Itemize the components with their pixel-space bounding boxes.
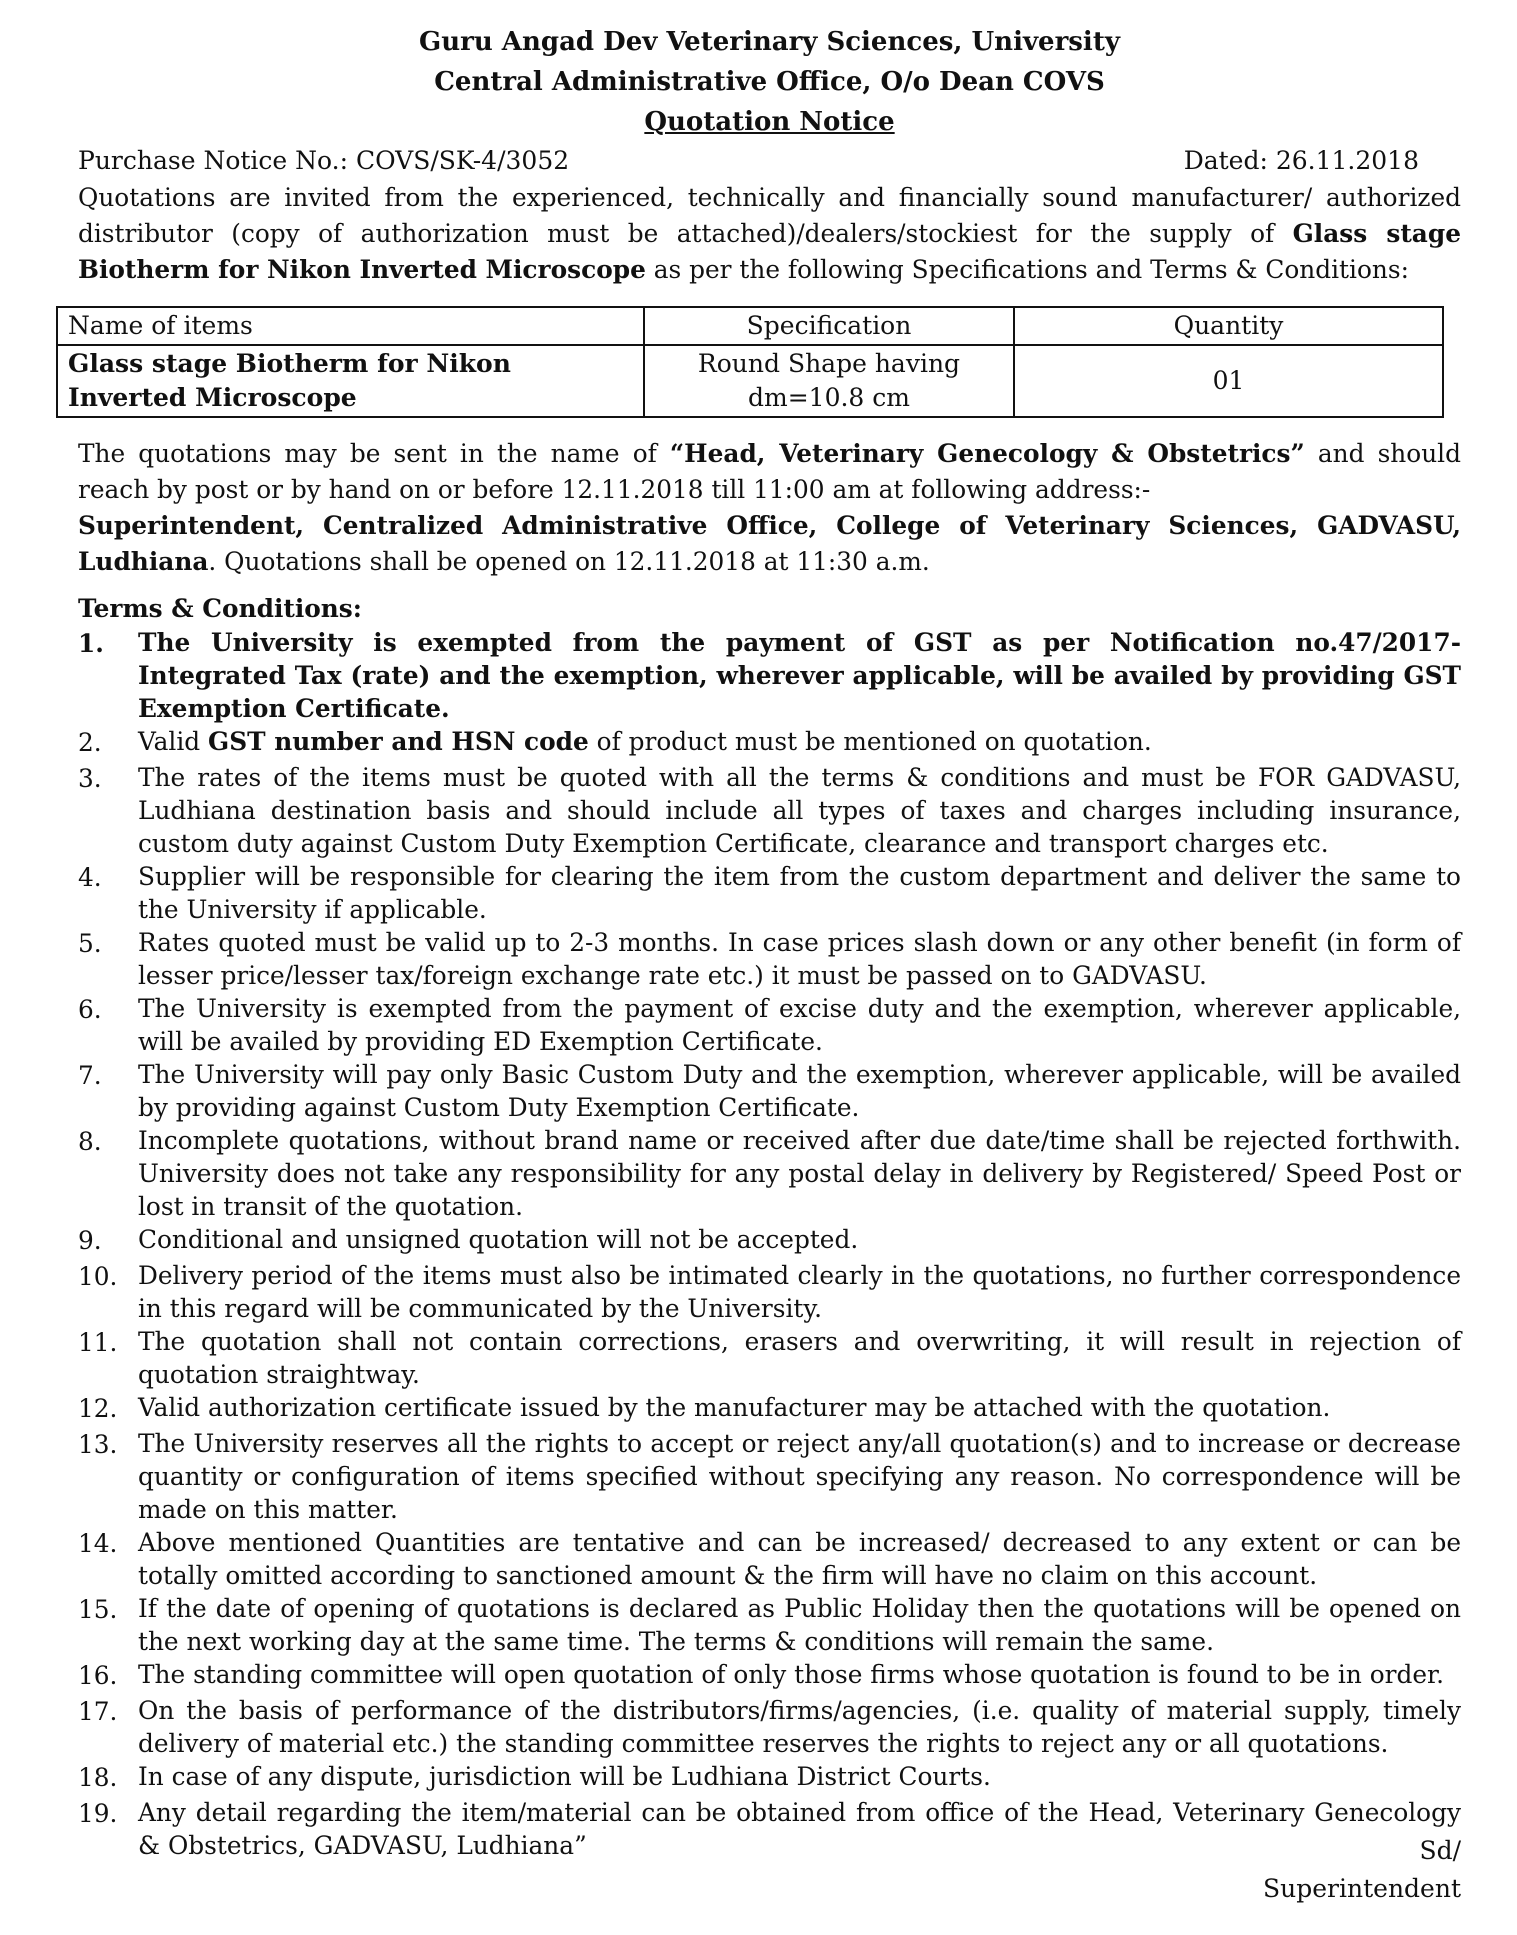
intro-item-name: Glass stage Biotherm for Nikon Inverted Microscope xyxy=(78,219,1461,284)
list-item xyxy=(78,1760,1461,1796)
term-number: 7. xyxy=(78,1061,102,1090)
list-item xyxy=(78,725,1461,761)
submission-text-1: The quotations may be sent in the name of xyxy=(78,439,670,468)
term-number: 8. xyxy=(78,1127,102,1156)
list-item xyxy=(78,1526,1461,1592)
notice-date: Dated: 26.11.2018 xyxy=(1183,146,1419,175)
signature-sd: Sd/ xyxy=(1419,1836,1461,1865)
term-text: The quotation shall not contain corrections, erasers and overwriting, it will result in rejection of quotation straightway. xyxy=(138,1327,1461,1389)
term-text: Supplier will be responsible for clearing the item from the custom department and deliver the same to the University if applicable. xyxy=(138,862,1461,924)
submission-paragraph xyxy=(78,436,1461,580)
term-number: 9. xyxy=(78,1226,102,1255)
term-number: 15. xyxy=(78,1595,118,1624)
office-name: Central Administrative Office, O/o Dean COVS xyxy=(434,67,1105,97)
term-number: 16. xyxy=(78,1661,118,1690)
list-item xyxy=(78,761,1461,860)
term-number: 14. xyxy=(78,1529,118,1558)
term-text xyxy=(138,725,1461,758)
term-number: 13. xyxy=(78,1430,118,1459)
term-text: Rates quoted must be valid up to 2-3 months. In case prices slash down or any other benefit (in form of lesser price/lesser tax/foreign exchange rate etc.) it must be passed on to GADVASU. xyxy=(138,928,1461,990)
term-text: Incomplete quotations, without brand name or received after due date/time shall be rejected forthwith. University does not take any responsibility for any postal delay in delivery by Registered/ Speed Post or lost in transit of the quotation. xyxy=(138,1126,1461,1221)
list-item xyxy=(78,992,1461,1058)
term-number: 4. xyxy=(78,863,102,892)
term-number: 6. xyxy=(78,995,102,1024)
term-text: The University is exempted from the payment of GST as per Notification no.47/2017- Integrated Tax (rate) and the exemption, wherever applicable, will be availed by providing GST Exemption Certificate. xyxy=(138,628,1461,723)
list-item xyxy=(78,626,1461,725)
term-number: 10. xyxy=(78,1262,118,1291)
intro-paragraph xyxy=(78,180,1461,288)
term-text: In case of any dispute, jurisdiction will be Ludhiana District Courts. xyxy=(138,1762,991,1791)
table-header-row xyxy=(57,307,1443,345)
term-text-post: of product must be mentioned on quotation. xyxy=(588,727,1152,756)
intro-text-1: Quotations are invited from the experienced, technically and financially sound manufacturer/ authorized distributor (copy of authorization must be attached)/dealers/stockiest for the supply of xyxy=(78,183,1461,248)
term-text: On the basis of performance of the distributors/firms/agencies, (i.e. quality of material supply, timely delivery of material etc.) the standing committee reserves the rights to reject any or all quotations. xyxy=(138,1696,1461,1758)
cell-specification: Round Shape having dm=10.8 cm xyxy=(644,345,1014,417)
term-number: 3. xyxy=(78,764,102,793)
notice-meta xyxy=(78,142,1461,180)
submission-text-3: . Quotations shall be opened on 12.11.2018 at 11:30 a.m. xyxy=(208,547,930,576)
term-text: The University will pay only Basic Custom Duty and the exemption, wherever applicable, will be availed by providing against Custom Duty Exemption Certificate. xyxy=(138,1060,1461,1122)
submission-addressee: “Head, Veterinary Genecology & Obstetrics” xyxy=(669,439,1305,468)
term-text: Valid authorization certificate issued by the manufacturer may be attached with the quotation. xyxy=(138,1393,1331,1422)
notice-title-text: Quotation Notice xyxy=(644,107,895,137)
list-item xyxy=(78,1427,1461,1526)
list-item xyxy=(78,1124,1461,1223)
list-item xyxy=(78,1694,1461,1760)
term-text: The University is exempted from the payment of excise duty and the exemption, wherever applicable, will be availed by providing ED Exemption Certificate. xyxy=(138,994,1461,1056)
list-item xyxy=(78,1796,1461,1862)
list-item xyxy=(78,1259,1461,1325)
terms-heading: Terms & Conditions: xyxy=(78,594,362,623)
term-text: Any detail regarding the item/material can be obtained from office of the Head, Veterinary Genecology & Obstetrics, GADVASU, Ludhiana” xyxy=(138,1798,1461,1860)
term-number: 12. xyxy=(78,1394,118,1423)
signature-block xyxy=(1263,1832,1461,1908)
list-item xyxy=(78,1223,1461,1259)
list-item xyxy=(78,860,1461,926)
term-number: 2. xyxy=(78,728,102,757)
term-text: If the date of opening of quotations is declared as Public Holiday then the quotations will be opened on the next working day at the same time. The terms & conditions will remain the same. xyxy=(138,1594,1461,1656)
items-table xyxy=(56,306,1444,418)
term-text: The rates of the items must be quoted with all the terms & conditions and must be FOR GADVASU, Ludhiana destination basis and should include all types of taxes and charges including insurance, custom duty against Custom Duty Exemption Certificate, clearance and transport charges etc. xyxy=(138,763,1461,858)
term-text: Above mentioned Quantities are tentative and can be increased/ decreased to any extent or can be totally omitted according to sanctioned amount & the firm will have no claim on this account. xyxy=(138,1528,1461,1590)
term-text-pre: Valid xyxy=(138,727,209,756)
terms-list xyxy=(78,626,1461,1862)
term-number: 11. xyxy=(78,1328,118,1357)
header-specification: Specification xyxy=(644,307,1014,345)
cell-quantity: 01 xyxy=(1014,345,1443,417)
list-item xyxy=(78,1592,1461,1658)
table-row xyxy=(57,345,1443,417)
term-number: 5. xyxy=(78,929,102,958)
term-text: The University reserves all the rights to accept or reject any/all quotation(s) and to increase or decrease quantity or configuration of items specified without specifying any reason. No correspondence will be made on this matter. xyxy=(138,1429,1461,1524)
intro-text-2: as per the following Specifications and Terms & Conditions: xyxy=(645,255,1409,284)
term-number: 18. xyxy=(78,1763,118,1792)
notice-title xyxy=(78,102,1461,142)
header-name-of-items: Name of items xyxy=(57,307,644,345)
submission-address: Superintendent, Centralized Administrative Office, College of Veterinary Sciences, GADVASU, Ludhiana xyxy=(78,511,1461,576)
list-item xyxy=(78,1391,1461,1427)
term-number: 1. xyxy=(78,629,104,658)
university-name: Guru Angad Dev Veterinary Sciences, University xyxy=(419,27,1120,57)
list-item xyxy=(78,1658,1461,1694)
term-number: 17. xyxy=(78,1697,118,1726)
term-number: 19. xyxy=(78,1799,118,1828)
purchase-notice-number: Purchase Notice No.: COVS/SK-4/3052 xyxy=(78,146,570,175)
term-text: Conditional and unsigned quotation will not be accepted. xyxy=(138,1225,859,1254)
list-item xyxy=(78,1325,1461,1391)
term-text: Delivery period of the items must also be intimated clearly in the quotations, no further correspondence in this regard will be communicated by the University. xyxy=(138,1261,1461,1323)
signature-title: Superintendent xyxy=(1263,1874,1461,1903)
header-quantity: Quantity xyxy=(1014,307,1443,345)
term-text: The standing committee will open quotation of only those firms whose quotation is found to be in order. xyxy=(138,1660,1445,1689)
term-text-bold: GST number and HSN code xyxy=(208,727,589,756)
list-item xyxy=(78,926,1461,992)
cell-item-name: Glass stage Biotherm for Nikon Inverted Microscope xyxy=(57,345,644,417)
submission-text-2: and should reach by post or by hand on or before 12.11.2018 till 11:00 am at following address:- xyxy=(78,439,1461,504)
list-item xyxy=(78,1058,1461,1124)
